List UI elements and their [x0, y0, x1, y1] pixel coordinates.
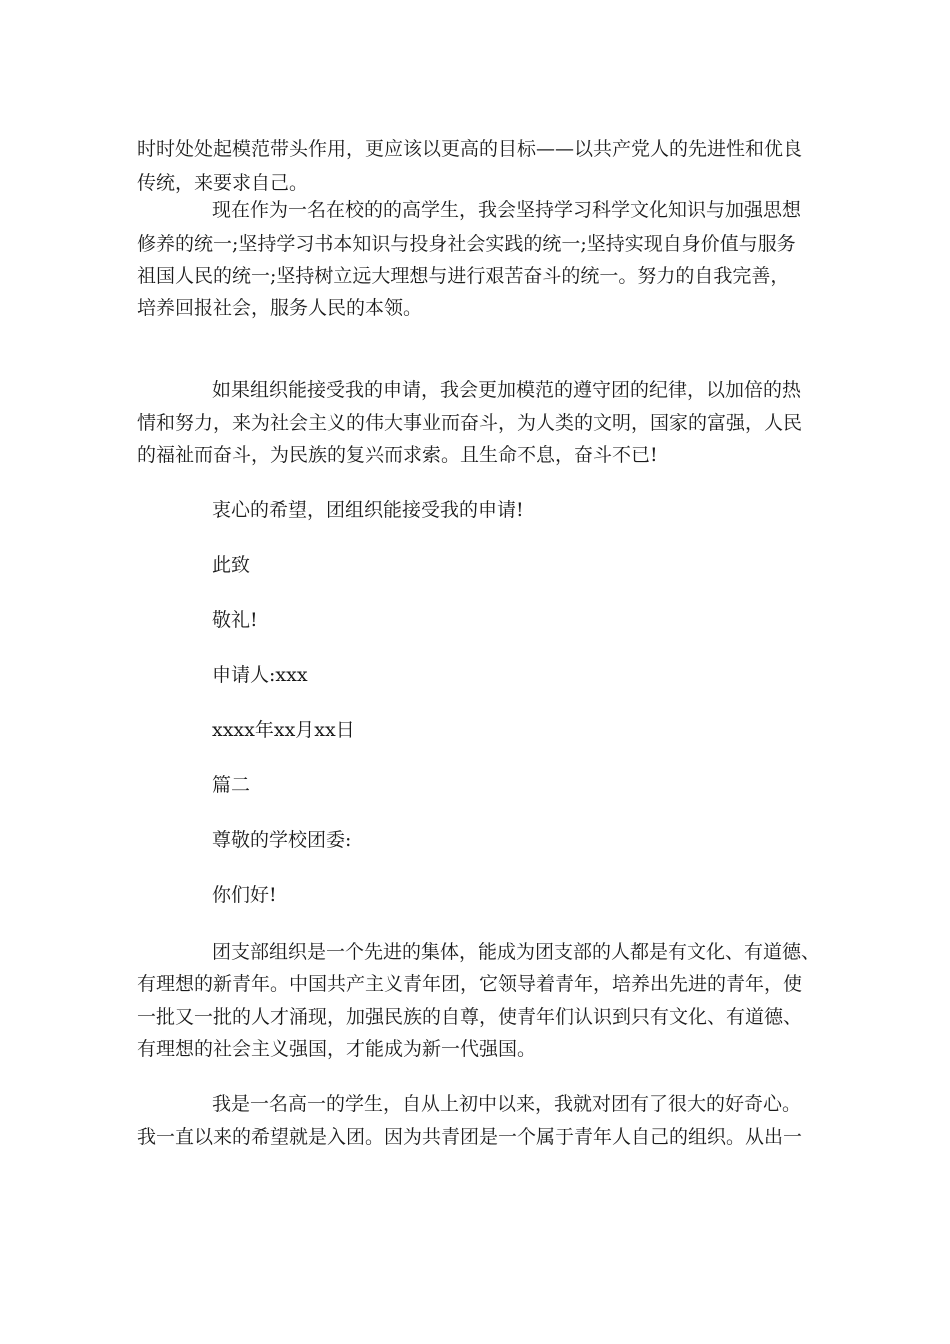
- paragraph-line: 团支部组织是一个先进的集体，能成为团支部的人都是有文化、有道德、: [212, 941, 821, 963]
- paragraph-line: 祖国人民的统一;坚持树立远大理想与进行艰苦奋斗的统一。努力的自我完善，: [137, 265, 790, 287]
- paragraph-line: 我一直以来的希望就是入团。因为共青团是一个属于青年人自己的组织。从出一: [137, 1126, 803, 1148]
- section-title: 篇二: [212, 774, 251, 796]
- hope-line: 衷心的希望，团组织能接受我的申请!: [212, 499, 524, 521]
- paragraph-line: 有理想的社会主义强国，才能成为新一代强国。: [137, 1038, 537, 1060]
- paragraph-line: 时时处处起模范带头作用，更应该以更高的目标——以共产党人的先进性和优良: [137, 138, 803, 160]
- date-line: xxxx年xx月xx日: [212, 719, 355, 741]
- greeting-line: 你们好!: [212, 884, 277, 906]
- applicant-line: 申请人:xxx: [212, 664, 308, 686]
- paragraph-line: 的福祉而奋斗，为民族的复兴而求索。且生命不息，奋斗不已!: [137, 444, 658, 466]
- paragraph-line: 一批又一批的人才涌现，加强民族的自尊，使青年们认识到只有文化、有道德、: [137, 1006, 803, 1028]
- paragraph-line: 传统，来要求自己。: [137, 172, 309, 194]
- paragraph-line: 现在作为一名在校的的高学生，我会坚持学习科学文化知识与加强思想: [212, 199, 802, 221]
- closing-line: 此致: [212, 554, 251, 576]
- paragraph-line: 培养回报社会，服务人民的本领。: [137, 297, 423, 319]
- closing-line: 敬礼!: [212, 609, 258, 631]
- paragraph-line: 修养的统一;坚持学习书本知识与投身社会实践的统一;坚持实现自身价值与服务: [137, 233, 796, 255]
- paragraph-line: 如果组织能接受我的申请，我会更加模范的遵守团的纪律，以加倍的热: [212, 379, 802, 401]
- salutation-line: 尊敬的学校团委:: [212, 829, 352, 851]
- paragraph-line: 有理想的新青年。中国共产主义青年团，它领导着青年，培养出先进的青年，使: [137, 973, 803, 995]
- paragraph-line: 我是一名高一的学生，自从上初中以来，我就对团有了很大的好奇心。: [212, 1093, 802, 1115]
- paragraph-line: 情和努力，来为社会主义的伟大事业而奋斗，为人类的文明，国家的富强，人民: [137, 412, 803, 434]
